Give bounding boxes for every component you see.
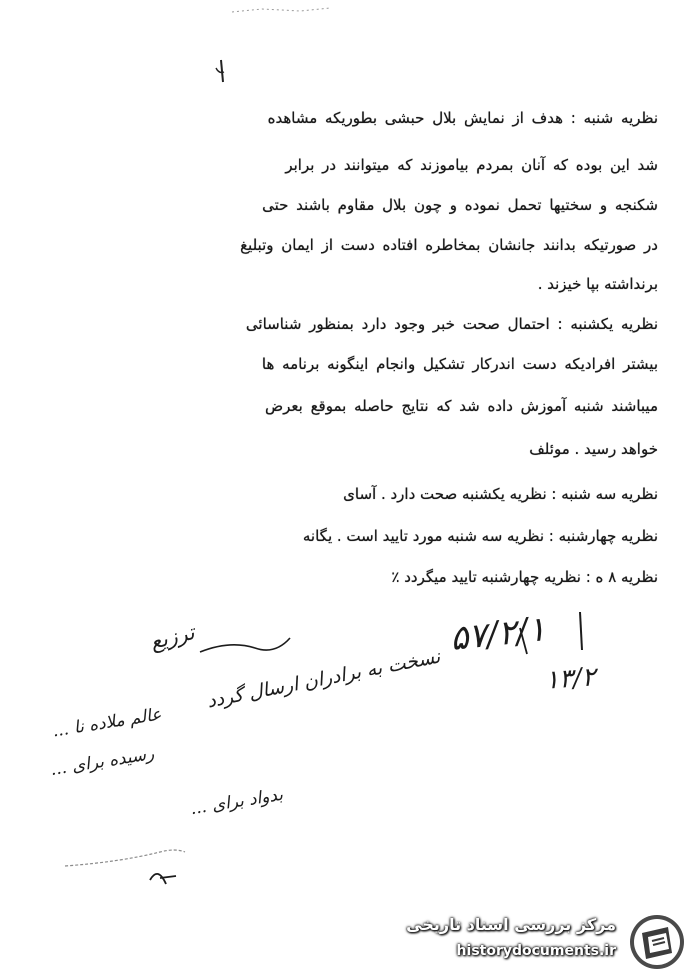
handwritten-signature-strokes [0, 600, 700, 930]
typed-line: خواهد رسید . موئلف [529, 440, 658, 458]
typed-line: برنداشته بپا خیزند . [537, 275, 658, 293]
handwritten-note-line: نسخت به برادران ارسال گردد [205, 645, 443, 713]
handwritten-note-line: رسیده برای ... [49, 743, 156, 781]
archive-watermark-url: historydocuments.ir [456, 943, 616, 959]
typed-line: نظریه ۸ ه : نظریه چهارشنبه تایید میگردد ٪ [391, 568, 658, 586]
typed-line: نظریه یکشنبه : احتمال صحت خبر وجود دارد بمنظور شناسائی [245, 315, 658, 333]
archive-watermark-title: مرکز بررسی اسناد تاریخی [406, 915, 616, 934]
typed-line: نظریه شنبه : هدف از نمایش بلال حبشی بطوریکه مشاهده [267, 109, 658, 127]
typed-line: شد این بوده که آنان بمردم بیاموزند که میتوانند در برابر [285, 156, 658, 174]
typed-line: نظریه سه شنبه : نظریه یکشنبه صحت دارد . آسای [343, 485, 658, 503]
handwritten-date: ۵۷/۲/۱ [448, 609, 548, 659]
handwritten-date-sub: ۱۳/۲ [544, 662, 597, 696]
handwritten-note-line: ترزیع [147, 619, 197, 655]
typed-line: در صورتیکه بدانند جانشان بمخاطره افتاده دست از ایمان وتبلیغ [240, 236, 658, 254]
typed-line: میباشند شنبه آموزش داده شد که نتایج حاصله بموقع بعرض [264, 397, 658, 415]
handwritten-note-line: عالم ملاده نا ... [51, 704, 163, 742]
archive-logo-icon [628, 913, 686, 971]
typed-line: نظریه چهارشنبه : نظریه سه شنبه مورد تایید است . یگانه [302, 527, 658, 545]
typed-line: شکنجه و سختیها تحمل نموده و چون بلال مقاوم باشند حتی [262, 196, 658, 214]
handwritten-note-line: بدواد برای ... [189, 784, 285, 820]
scan-top-marks [0, 0, 700, 90]
typed-line: بیشتر افرادیکه دست اندرکار تشکیل وانجام اینگونه برنامه ها [261, 355, 658, 373]
